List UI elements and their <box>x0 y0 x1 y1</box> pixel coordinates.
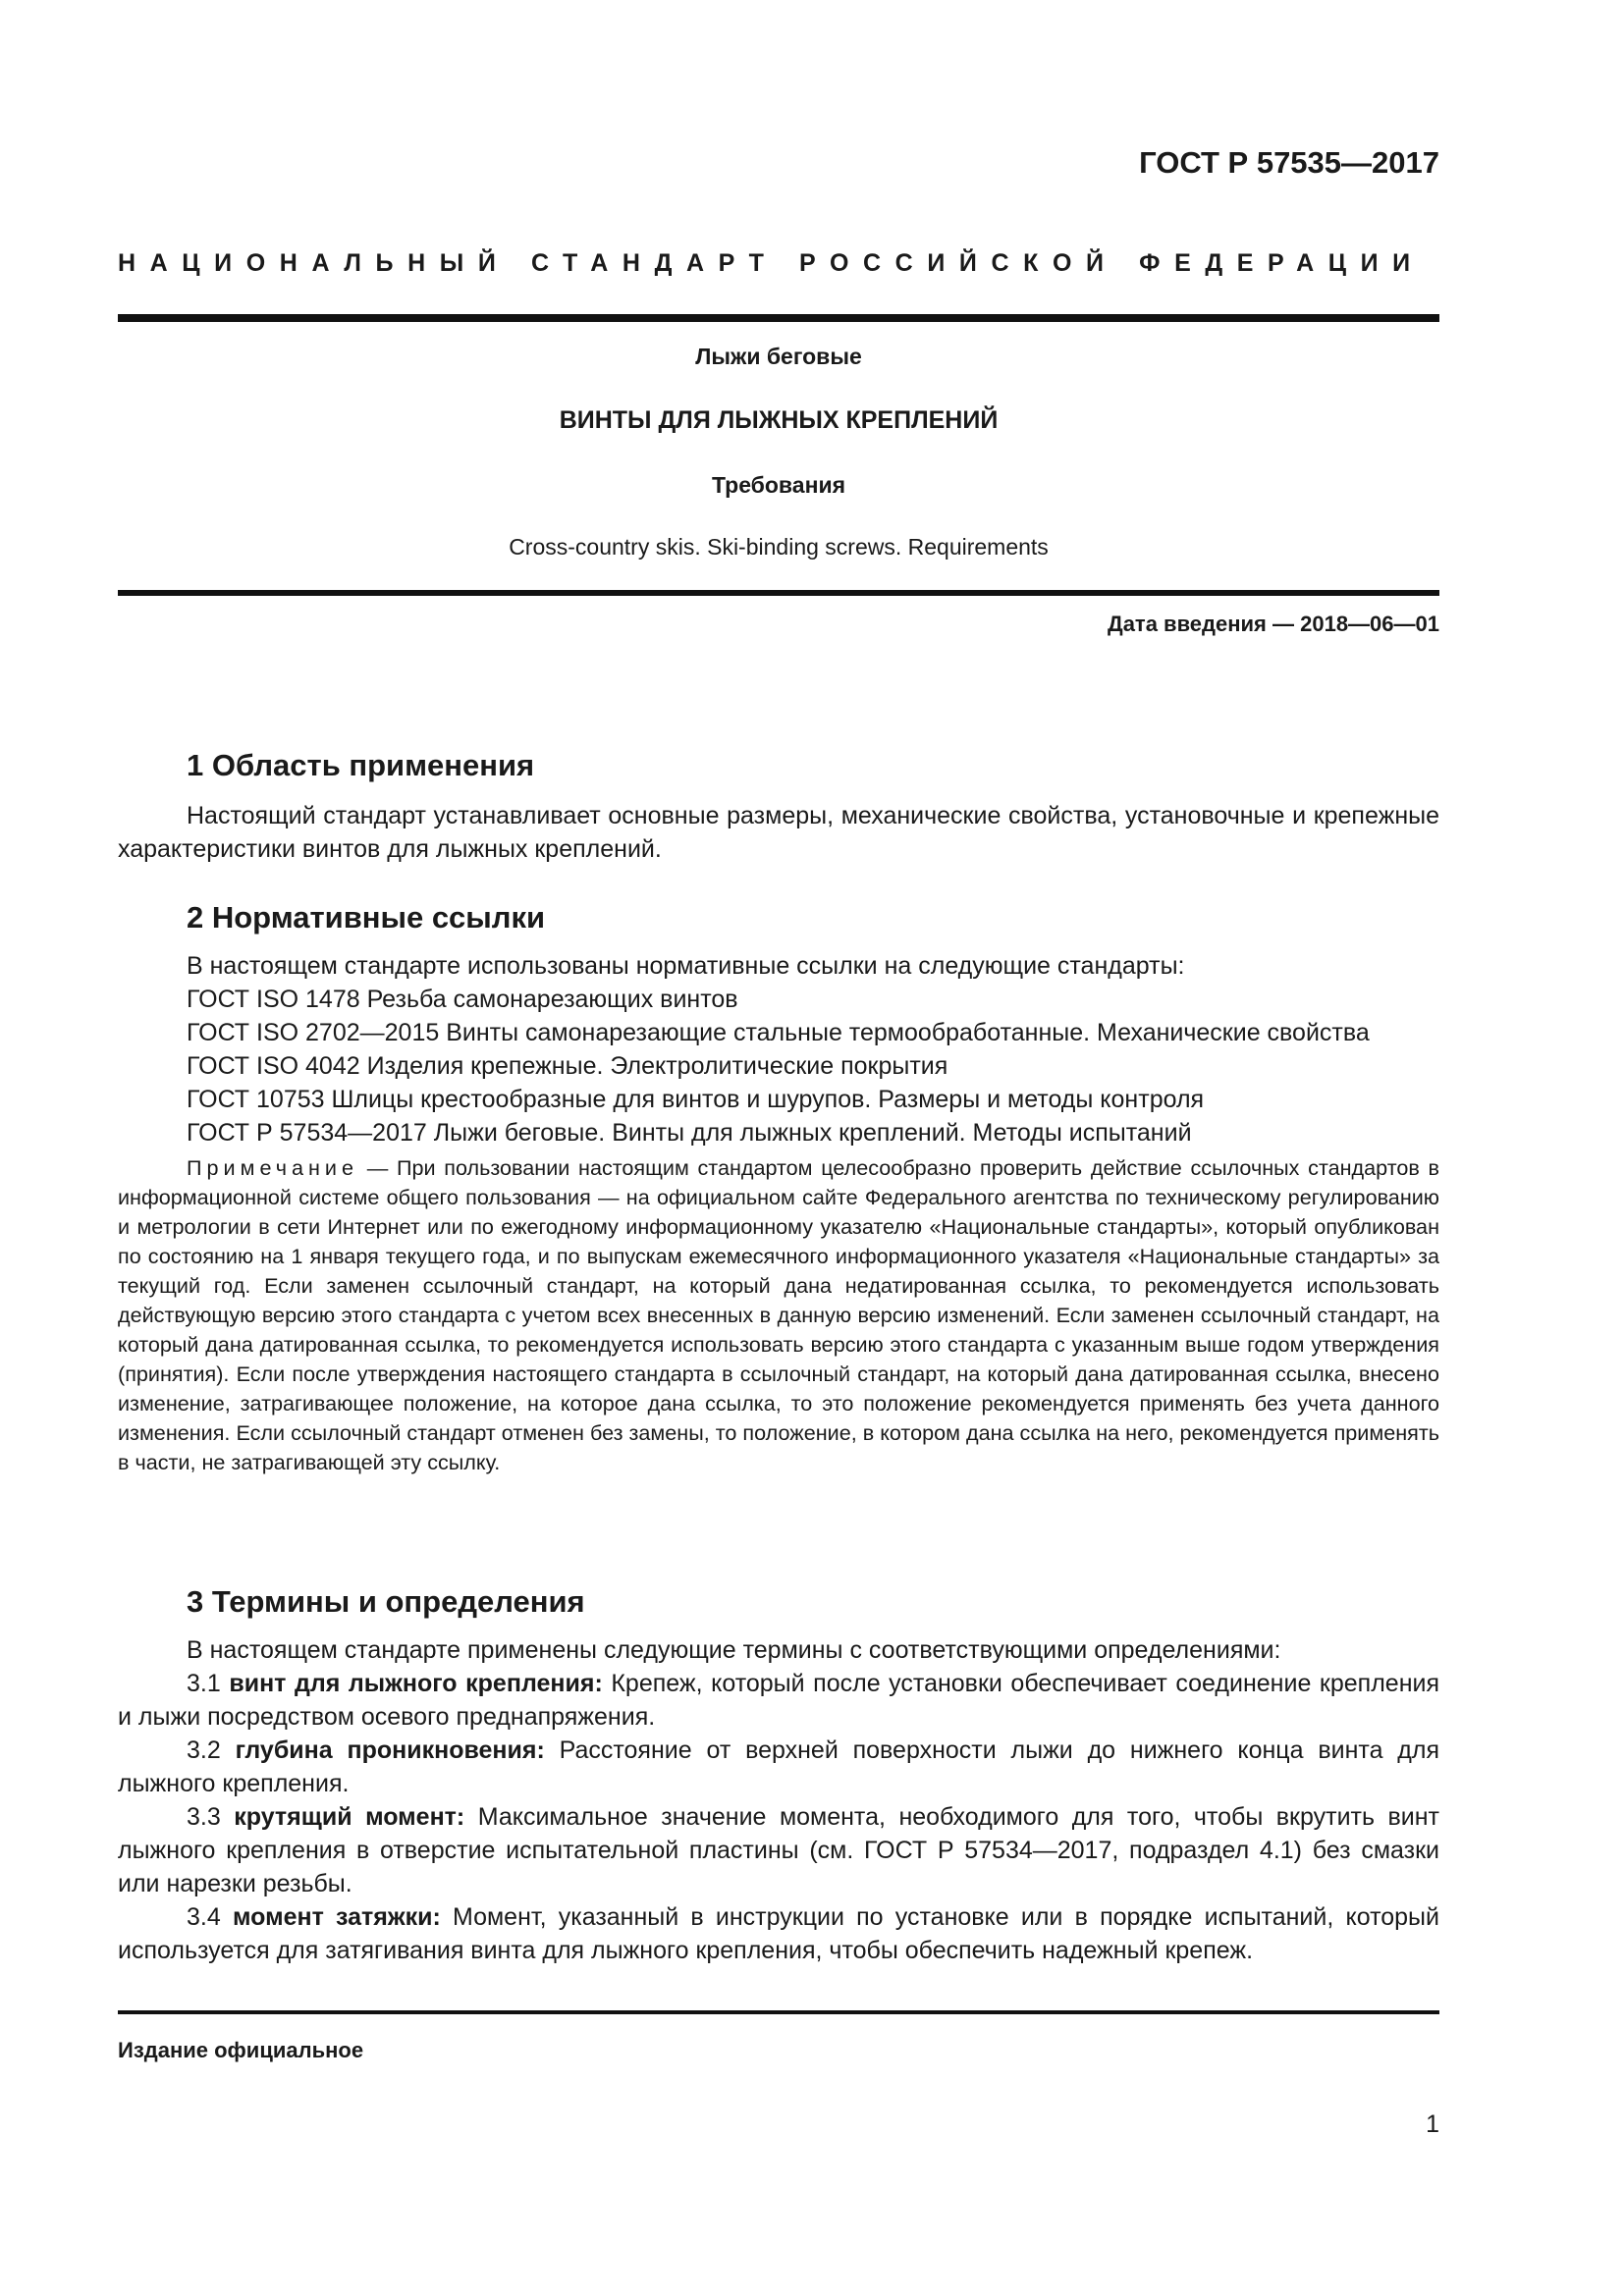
title-english: Cross-country skis. Ski-binding screws. Requirements <box>509 534 1049 560</box>
term-number: 3.4 <box>187 1903 221 1931</box>
title-subject: Лыжи беговые <box>695 344 862 369</box>
term-number: 3.2 <box>187 1736 221 1764</box>
introduction-date: Дата введения — 2018—06—01 <box>1108 612 1439 636</box>
section-heading: 3 Термины и определения <box>187 1584 585 1619</box>
note-paragraph <box>118 1153 1439 1477</box>
term-definition: Момент, указанный в инструкции по установке или в порядке испытаний, который используется для затягивания винта для лыжного крепления, чтобы обеспечить надежный крепеж. <box>118 1903 1439 1964</box>
term-definition: Расстояние от верхней поверхности лыжи до нижнего конца винта для лыжного крепления. <box>118 1736 1440 1797</box>
term-name: крутящий момент: <box>234 1803 465 1831</box>
note-text: — При пользовании настоящим стандартом целесообразно проверить действие ссылочных стандартов в информационной системе общего пользования — на официальном сайте Федерального агентства по техническому регулированию и метрологии в сети Интернет или по ежегодному информационному указателю «Национальные стандарты», который опубликован по состоянию на 1 января текущего года, и по выпускам ежемесячного информационного указателя «Национальные стандарты» за текущий год. Если заменен ссылочный стандарт, на который дана недатированная ссылка, то рекомендуется использовать действующую версию этого стандарта с учетом всех внесенных в данную версию изменений. Если заменен ссылочный стандарт, на который дана датированная ссылка, то рекомендуется использовать версию этого стандарта с указанным выше годом утверждения (принятия). Если после утверждения настоящего стандарта в ссылочный стандарт, на который дана датированная ссылка, внесено изменение, затрагивающее положение, на которое дана ссылка, то это положение рекомендуется применять без учета данного изменения. Если ссылочный стандарт отменен без замены, то положение, в котором дана ссылка на него, рекомендуется применять в части, не затрагивающей эту ссылку. <box>118 1155 1439 1474</box>
note-label: Примечание <box>187 1155 358 1180</box>
term-number: 3.3 <box>187 1803 221 1831</box>
top-rule <box>118 314 1439 322</box>
section-paragraph: Настоящий стандарт устанавливает основные размеры, механические свойства, установочные и крепежные характеристики винтов для лыжных креплений. <box>118 802 1439 863</box>
section-terms-definitions <box>118 1584 1439 1967</box>
reference-item: ГОСТ 10753 Шлицы крестообразные для винтов и шурупов. Размеры и методы контроля <box>187 1086 1205 1113</box>
gost-number: ГОСТ Р 57535—2017 <box>1139 145 1439 180</box>
section-scope <box>118 748 1439 866</box>
section-heading: 1 Область применения <box>187 748 535 782</box>
term-entry <box>118 1734 1439 1800</box>
title-rule <box>118 590 1439 596</box>
footer-rule <box>118 2010 1439 2014</box>
term-entry <box>118 1900 1439 1967</box>
terms-intro: В настоящем стандарте применены следующие термины с соответствующими определениями: <box>187 1636 1281 1664</box>
reference-item: ГОСТ Р 57534—2017 Лыжи беговые. Винты для лыжных креплений. Методы испытаний <box>187 1119 1192 1147</box>
term-name: винт для лыжного крепления: <box>229 1670 603 1697</box>
reference-item: ГОСТ ISO 4042 Изделия крепежные. Электролитические покрытия <box>187 1052 948 1080</box>
term-definition: Крепеж, который после установки обеспечивает соединение крепления и лыжи посредством осевого преднапряжения. <box>118 1670 1440 1731</box>
title-main: ВИНТЫ ДЛЯ ЛЫЖНЫХ КРЕПЛЕНИЙ <box>559 406 999 434</box>
term-name: глубина проникновения: <box>235 1736 545 1764</box>
national-standard-banner: НАЦИОНАЛЬНЫЙ СТАНДАРТ РОССИЙСКОЙ ФЕДЕРАЦИИ <box>118 249 1425 277</box>
term-entry <box>118 1800 1439 1900</box>
term-entry <box>118 1667 1439 1734</box>
section-normative-references <box>118 900 1439 1477</box>
references-intro: В настоящем стандарте использованы нормативные ссылки на следующие стандарты: <box>187 952 1185 980</box>
title-kind: Требования <box>711 472 846 498</box>
term-number: 3.1 <box>187 1670 221 1697</box>
section-heading: 2 Нормативные ссылки <box>187 900 546 934</box>
reference-item: ГОСТ ISO 1478 Резьба самонарезающих винтов <box>187 986 738 1013</box>
term-definition: Максимальное значение момента, необходимого для того, чтобы вкрутить винт лыжного крепления в отверстие испытательной пластины (см. ГОСТ Р 57534—2017, подраздел 4.1) без смазки или нарезки резьбы. <box>118 1803 1439 1897</box>
term-name: момент затяжки: <box>232 1903 441 1931</box>
official-edition-label: Издание официальное <box>118 2038 364 2062</box>
page-number: 1 <box>1426 2110 1439 2138</box>
reference-item: ГОСТ ISO 2702—2015 Винты самонарезающие стальные термообработанные. Механические свойства <box>187 1019 1370 1046</box>
